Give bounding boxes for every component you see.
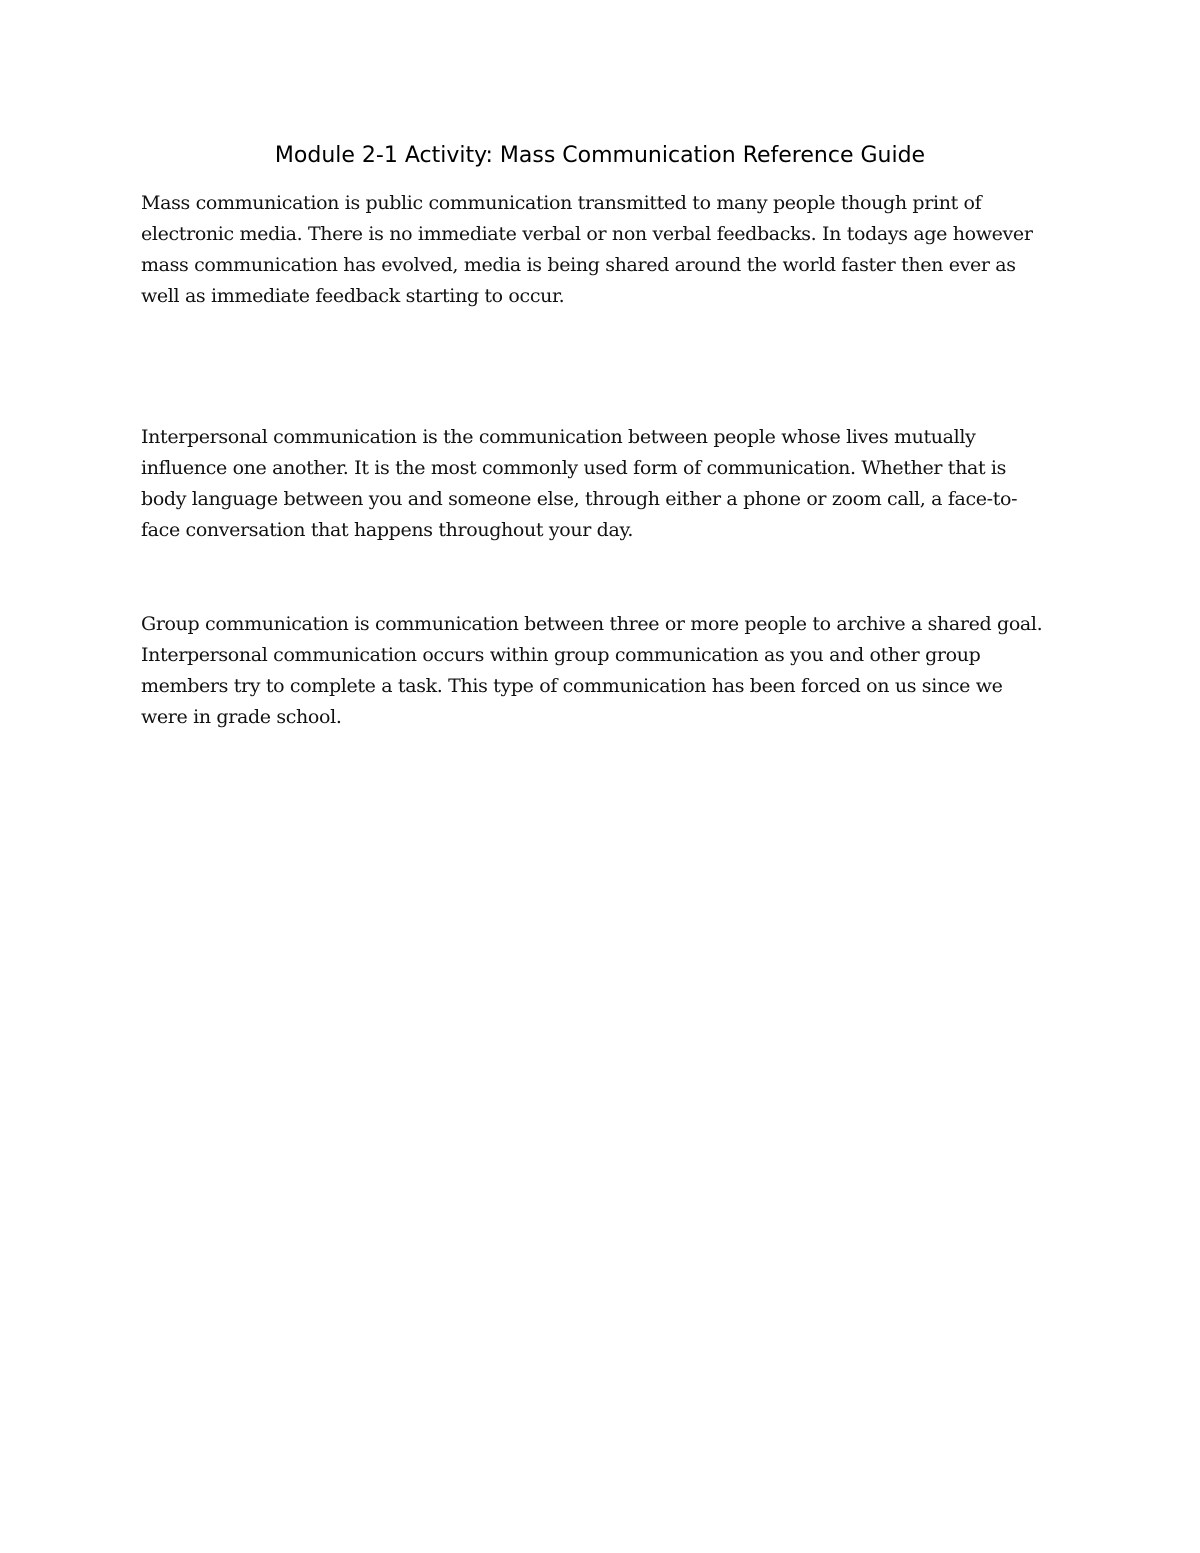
paragraph-group-communication (141, 609, 1061, 733)
paragraph-line: electronic media. There is no immediate verbal or non verbal feedbacks. In todays age however (141, 223, 1033, 245)
paragraph-mass-communication (141, 188, 1061, 312)
paragraph-line: members try to complete a task. This type of communication has been forced on us since we (141, 675, 1003, 697)
paragraph-line: Group communication is communication between three or more people to archive a shared goal. (141, 613, 1043, 635)
paragraph-interpersonal-communication (141, 422, 1061, 546)
paragraph-line: Interpersonal communication is the communication between people whose lives mutually (141, 426, 976, 448)
document-title: Module 2-1 Activity: Mass Communication Reference Guide (274, 143, 926, 168)
paragraph-line: influence one another. It is the most commonly used form of communication. Whether that is (141, 457, 1007, 479)
paragraph-line: Mass communication is public communication transmitted to many people though print of (141, 192, 982, 214)
paragraph-line: Interpersonal communication occurs within group communication as you and other group (141, 644, 981, 666)
paragraph-line: face conversation that happens throughout your day. (141, 519, 634, 541)
paragraph-line: were in grade school. (141, 706, 342, 728)
paragraph-line: well as immediate feedback starting to occur. (141, 285, 565, 307)
paragraph-line: mass communication has evolved, media is being shared around the world faster then ever as (141, 254, 1016, 276)
paragraph-line: body language between you and someone else, through either a phone or zoom call, a face-to- (141, 488, 1018, 510)
